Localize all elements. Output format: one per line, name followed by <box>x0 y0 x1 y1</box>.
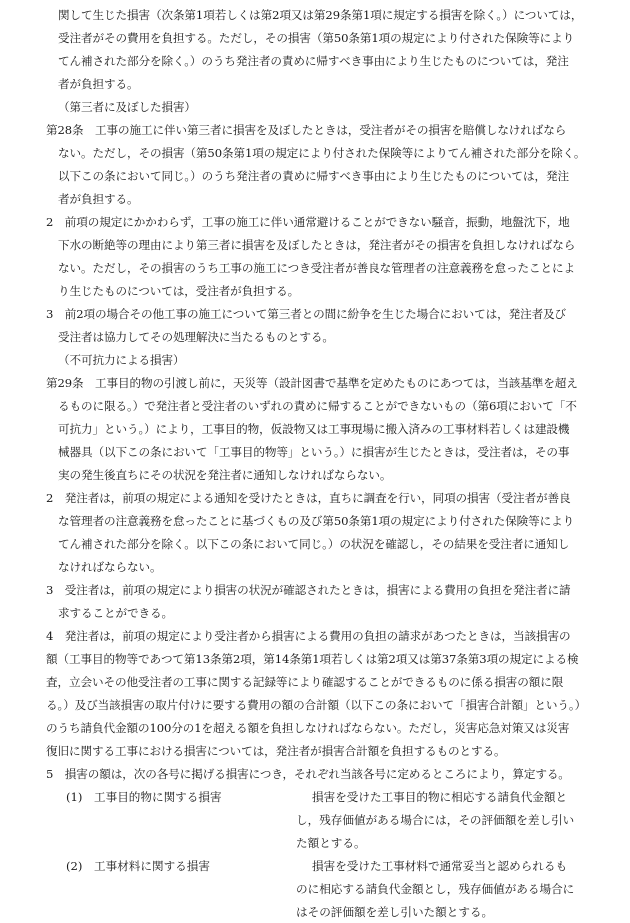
line-text: 求することができる。 <box>58 606 173 620</box>
line-text: 5 損害の額は，次の各号に掲げる損害につき，それぞれ当該各号に定めるところにより，算定する。 <box>46 767 570 781</box>
text-line <box>0 464 630 486</box>
line-text: 査，立会いその他受注者の工事に関する記録等により確認することができるものに係る損害の額に限 <box>46 675 564 689</box>
item-text-line: 損害を受けた工事材料で通常妥当と認められるも <box>312 859 568 873</box>
line-text: ない。ただし，その損害（第50条第1項の規定により付された保険等によりてん補された部分を除く。 <box>58 146 586 160</box>
line-text: 実の発生後直ちにその状況を発注者に通知しなければならない。 <box>58 468 392 482</box>
line-text: るものに限る。）で発注者と受注者のいずれの責めに帰することができないもの（第6項において「不 <box>58 399 577 413</box>
line-text: （第三者に及ぼした損害） <box>58 100 196 114</box>
line-text: 復旧に関する工事における損害については，発注者が損害合計額を負担するものとする。 <box>46 744 506 758</box>
text-line <box>0 234 630 256</box>
text-line <box>0 119 630 141</box>
line-text: てん補された部分を除く。以下この条において同じ。）の状況を確認し，その結果を受注者に通知し <box>58 537 570 551</box>
text-line <box>0 487 630 509</box>
text-line <box>0 441 630 463</box>
item-text-line: のに相応する請負代金額とし，残存価値がある場合に <box>296 882 575 896</box>
text-line <box>0 740 630 762</box>
line-text: る。）及び当該損害の取片付けに要する費用の額の合計額（以下この条において「損害合計額」という。） <box>46 698 587 712</box>
text-line <box>0 188 630 210</box>
text-line <box>0 349 630 371</box>
line-text: 者が負担する。 <box>58 77 139 91</box>
line-text: てん補された部分を除く。）のうち発注者の責めに帰すべき事由により生じたものについては，発注 <box>58 54 569 68</box>
text-line <box>0 73 630 95</box>
line-text: 3 受注者は，前項の規定により損害の状況が確認されたときは，損害による費用の負担を発注者に請 <box>46 583 571 597</box>
item-text-line: し，残存価値がある場合には，その評価額を差し引い <box>296 813 575 827</box>
line-text: 4 発注者は，前項の規定により受注者から損害による費用の負担の請求があつたときは，当該損害の <box>46 629 571 643</box>
line-text: 3 前2項の場合その他工事の施工について第三者との間に紛争を生じた場合においては，発注者及び <box>46 307 567 321</box>
text-line <box>0 211 630 233</box>
line-text: （不可抗力による損害） <box>58 353 185 367</box>
item-label: (1) 工事目的物に関する損害 <box>66 790 222 804</box>
text-line <box>0 27 630 49</box>
text-line <box>0 579 630 601</box>
line-text: ない。ただし，その損害のうち工事の施工につき受注者が善良な管理者の注意義務を怠ったことによ <box>58 261 575 275</box>
text-line <box>0 533 630 555</box>
line-text: 以下この条において同じ。）のうち発注者の責めに帰すべき事由により生じたものについては，発注 <box>58 169 569 183</box>
item-text-line: た額とする。 <box>296 836 366 850</box>
line-text: り生じたものについては，受注者が負担する。 <box>58 284 300 298</box>
text-line <box>0 50 630 72</box>
line-text: 第28条 工事の施工に伴い第三者に損害を及ぼしたときは，受注者がその損害を賠償しなければなら <box>46 123 567 137</box>
line-text: 者が負担する。 <box>58 192 139 206</box>
line-text: 可抗力」という。）により，工事目的物，仮設物又は工事現場に搬入済みの工事材料若しくは建設機 <box>58 422 570 436</box>
text-line <box>0 694 630 716</box>
text-line <box>0 418 630 440</box>
item-label: (2) 工事材料に関する損害 <box>66 859 210 873</box>
text-line <box>0 96 630 118</box>
line-text: 2 発注者は，前項の規定による通知を受けたときは，直ちに調査を行い，同項の損害（受注者が善良 <box>46 491 571 505</box>
line-text: なければならない。 <box>58 560 162 574</box>
item-text-line: はその評価額を差し引いた額とする。 <box>296 905 494 919</box>
text-line <box>0 556 630 578</box>
text-line <box>0 717 630 739</box>
line-text: 下水の断絶等の理由により第三者に損害を及ぼしたときは，発注者がその損害を負担しなければなら <box>58 238 576 252</box>
text-line <box>0 625 630 647</box>
line-text: な管理者の注意義務を怠ったことに基づくもの及び第50条第1項の規定により付された保険等により <box>58 514 575 528</box>
line-text: 第29条 工事目的物の引渡し前に，天災等（設計図書で基準を定めたものにあつては，当該基準を超え <box>46 376 578 390</box>
line-text: 受注者は協力してその処理解決に当たるものとする。 <box>58 330 334 344</box>
line-text: 額（工事目的物等であつて第13条第2項，第14条第1項若しくは第2項又は第37条第3項の規定による検 <box>46 652 579 666</box>
line-text: のうち請負代金額の100分の1を超える額を負担しなければならない。ただし，災害応急対策又は災害 <box>46 721 570 735</box>
text-line <box>0 165 630 187</box>
text-line <box>0 4 630 26</box>
text-line <box>0 602 630 624</box>
line-text: 受注者がその費用を負担する。ただし，その損害（第50条第1項の規定により付された保険等により <box>58 31 575 45</box>
text-line <box>0 142 630 164</box>
text-line <box>0 763 630 785</box>
item-text-line: 損害を受けた工事目的物に相応する請負代金額と <box>312 790 568 804</box>
text-line <box>0 303 630 325</box>
text-line <box>0 648 630 670</box>
line-text: 械器具（以下この条において「工事目的物等」という。）に損害が生じたときは，受注者は，その事 <box>58 445 570 459</box>
text-line <box>0 280 630 302</box>
text-line <box>0 395 630 417</box>
text-line <box>0 510 630 532</box>
line-text: 2 前項の規定にかかわらず，工事の施工に伴い通常避けることができない騒音，振動，地盤沈下，地 <box>46 215 570 229</box>
text-line <box>0 372 630 394</box>
text-line <box>0 326 630 348</box>
text-line <box>0 257 630 279</box>
line-text: 関して生じた損害（次条第1項若しくは第2項又は第29条第1項に規定する損害を除く。）については， <box>58 8 583 22</box>
text-line <box>0 671 630 693</box>
